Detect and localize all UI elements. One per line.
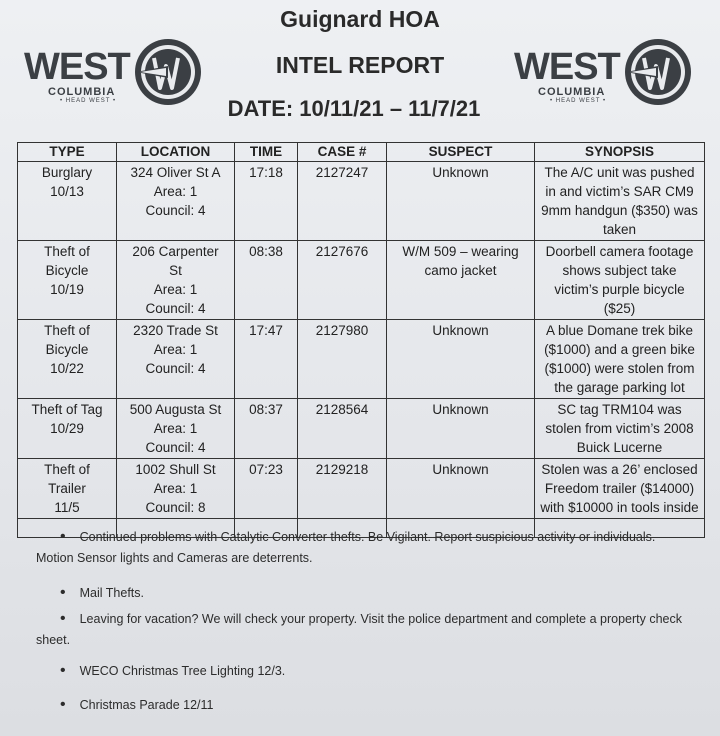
location-line: 324 Oliver St A: [130, 165, 221, 180]
table-row: [18, 399, 705, 459]
cell-synopsis: SC tag TRM104 was stolen from victim’s 2008 Buick Lucerne: [535, 399, 705, 459]
cell-location: [117, 459, 235, 519]
table-row: [18, 459, 705, 519]
table-row: [18, 241, 705, 320]
table-row: [18, 162, 705, 241]
type-line: Theft of Tag: [31, 402, 103, 417]
west-columbia-emblem-icon: [622, 36, 694, 108]
location-line: Area: 1: [153, 421, 198, 436]
logo-tagline: • HEAD WEST •: [550, 98, 607, 104]
location-line: 2320 Trade St: [133, 323, 218, 338]
cell-location: [117, 320, 235, 399]
cell-type: [18, 320, 117, 399]
cell-suspect: Unknown: [387, 320, 535, 399]
note-text: Mail Thefts.: [79, 586, 144, 600]
cell-case-number: 2127676: [298, 241, 387, 320]
report-title: INTEL REPORT: [275, 52, 445, 78]
cell-synopsis: Doorbell camera footage shows subject take victim’s purple bicycle ($25): [535, 241, 705, 320]
cell-case-number: 2127980: [298, 320, 387, 399]
cell-synopsis: A blue Domane trek bike ($1000) and a green bike ($1000) were stolen from the garage parking lot: [535, 320, 705, 399]
cell-suspect: Unknown: [387, 399, 535, 459]
cell-synopsis: The A/C unit was pushed in and victim’s SAR CM9 9mm handgun ($350) was taken: [535, 162, 705, 241]
cell-type: [18, 162, 117, 241]
hoa-name: Guignard HOA: [280, 6, 440, 32]
cell-time: 17:18: [235, 162, 298, 241]
type-line: 11/5: [54, 500, 80, 515]
cell-location: [117, 162, 235, 241]
type-line: 10/19: [50, 282, 84, 297]
location-line: Council: 4: [145, 440, 206, 455]
cell-location: [117, 241, 235, 320]
cell-suspect: Unknown: [387, 162, 535, 241]
cell-case-number: 2127247: [298, 162, 387, 241]
location-line: Area: 1: [153, 481, 198, 496]
list-item: • Christmas Parade 12/11: [60, 696, 214, 713]
cell-type: [18, 459, 117, 519]
column-header-type: TYPE: [18, 143, 117, 162]
west-columbia-logo-left: [24, 36, 204, 106]
location-line: Council: 4: [145, 361, 206, 376]
location-line: St: [169, 263, 182, 278]
type-line: Trailer: [48, 481, 86, 496]
column-header-location: LOCATION: [117, 143, 235, 162]
cell-suspect: Unknown: [387, 459, 535, 519]
column-header-synopsis: SYNOPSIS: [535, 143, 705, 162]
column-header-time: TIME: [235, 143, 298, 162]
type-line: Theft of: [44, 323, 90, 338]
location-line: Council: 4: [145, 301, 206, 316]
list-item: • WECO Christmas Tree Lighting 12/3.: [60, 662, 286, 679]
logo-word: WEST: [24, 46, 130, 88]
note-text: WECO Christmas Tree Lighting 12/3.: [79, 664, 286, 678]
location-line: Council: 8: [145, 500, 206, 515]
location-line: Area: 1: [153, 184, 198, 199]
logo-city: COLUMBIA: [538, 86, 606, 98]
column-header-case: CASE #: [298, 143, 387, 162]
type-line: Bicycle: [45, 342, 89, 357]
location-line: Council: 4: [145, 203, 206, 218]
location-line: 206 Carpenter: [132, 244, 219, 259]
cell-case-number: 2128564: [298, 399, 387, 459]
location-line: 1002 Shull St: [135, 462, 216, 477]
cell-time: 17:47: [235, 320, 298, 399]
note-text: Continued problems with Catalytic Converter thefts. Be Vigilant. Report suspicious activity or individuals. Motion Sensor lights and Cameras are deterrents.: [36, 530, 656, 565]
note-text: Christmas Parade 12/11: [79, 698, 214, 712]
column-header-suspect: SUSPECT: [387, 143, 535, 162]
type-line: Bicycle: [45, 263, 89, 278]
cell-synopsis: Stolen was a 26’ enclosed Freedom trailer ($14000) with $10000 in tools inside: [535, 459, 705, 519]
table-header-row: [18, 143, 705, 162]
type-line: 10/13: [50, 184, 84, 199]
list-item: • Leaving for vacation? We will check your property. Visit the police department and complete a property check sheet.: [36, 610, 683, 647]
cell-time: 08:38: [235, 241, 298, 320]
table-row: [18, 320, 705, 399]
note-text: Leaving for vacation? We will check your property. Visit the police department and complete a property check sheet.: [36, 612, 683, 647]
type-line: Theft of: [44, 462, 90, 477]
cell-time: 08:37: [235, 399, 298, 459]
cell-suspect: W/M 509 – wearing camo jacket: [387, 241, 535, 320]
type-line: 10/22: [50, 361, 84, 376]
cell-type: [18, 241, 117, 320]
cell-case-number: 2129218: [298, 459, 387, 519]
type-line: Theft of: [44, 244, 90, 259]
cell-time: 07:23: [235, 459, 298, 519]
type-line: Burglary: [41, 165, 93, 180]
cell-type: [18, 399, 117, 459]
logo-tagline: • HEAD WEST •: [60, 98, 117, 104]
location-line: 500 Augusta St: [129, 402, 222, 417]
list-item: • Continued problems with Catalytic Converter thefts. Be Vigilant. Report suspicious activity or individuals. Motion Sensor lights and Cameras are deterrents.: [36, 528, 656, 565]
list-item: • Mail Thefts.: [60, 584, 144, 601]
west-columbia-logo-right: [514, 36, 694, 106]
location-line: Area: 1: [153, 342, 198, 357]
date-range: DATE: 10/11/21 – 11/7/21: [227, 96, 481, 121]
cell-location: [117, 399, 235, 459]
logo-word: WEST: [514, 46, 620, 88]
logo-city: COLUMBIA: [48, 86, 116, 98]
location-line: Area: 1: [153, 282, 198, 297]
incident-table: [17, 142, 705, 538]
west-columbia-emblem-icon: [132, 36, 204, 108]
type-line: 10/29: [50, 421, 84, 436]
